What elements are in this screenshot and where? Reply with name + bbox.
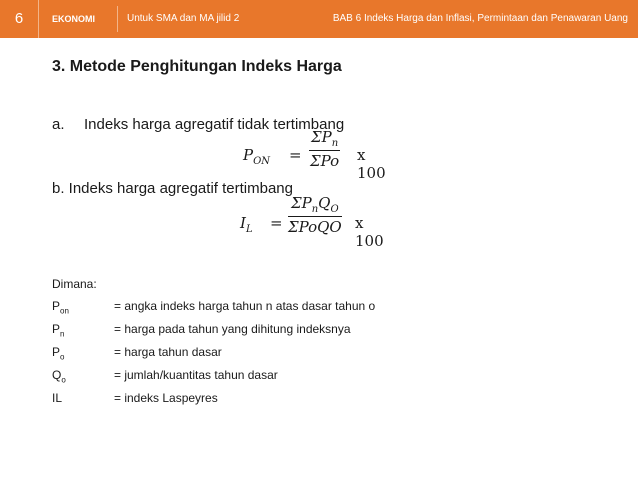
- fraction: [288, 194, 342, 236]
- denominator: ΣPo: [310, 152, 340, 170]
- formula-lhs: $I_L$: [240, 214, 253, 235]
- definition-row: [52, 391, 612, 407]
- definition-symbol: $Q_o$: [52, 368, 66, 385]
- definition-symbol: $P_n$: [52, 322, 65, 339]
- where-label: Dimana:: [52, 277, 97, 291]
- list-item-b: [52, 180, 293, 197]
- definition-symbol: $P_o$: [52, 345, 65, 362]
- numerator: $\Sigma P_nQ_O$: [291, 194, 339, 215]
- definition-text: = angka indeks harga tahun n atas dasar tahun o: [114, 299, 376, 313]
- page-number: 6: [0, 0, 39, 38]
- formula-lhs: $P_{ON}$: [243, 146, 271, 167]
- section-heading: 3. Metode Penghitungan Indeks Harga: [52, 58, 342, 75]
- definition-text: = indeks Laspeyres: [114, 391, 218, 405]
- definition-text: = harga pada tahun yang dihitung indeksnya: [114, 322, 351, 336]
- definition-symbol: $P_{on}$: [52, 299, 69, 316]
- list-item-a: [52, 116, 344, 133]
- equals-sign: =: [289, 146, 302, 164]
- denominator: ΣPoQO: [288, 218, 342, 236]
- definition-row: [52, 345, 612, 361]
- definition-row: [52, 368, 612, 384]
- definition-text: = harga tahun dasar: [114, 345, 222, 359]
- list-marker: a.: [52, 116, 65, 133]
- list-item-text: b. Indeks harga agregatif tertimbang: [52, 180, 293, 197]
- equals-sign: =: [270, 214, 283, 232]
- chapter-title: BAB 6 Indeks Harga dan Inflasi, Permintaan dan Penawaran Uang: [332, 13, 628, 24]
- multiplier: x 100: [355, 214, 384, 250]
- header-bar: [0, 0, 638, 38]
- definition-row: [52, 299, 612, 315]
- definition-symbol: IL: [52, 391, 63, 405]
- definition-text: = jumlah/kuantitas tahun dasar: [114, 368, 278, 382]
- numerator: $\Sigma P_n$: [311, 128, 339, 149]
- multiplier: x 100: [357, 146, 386, 182]
- list-item-text: Indeks harga agregatif tidak tertimbang: [84, 116, 345, 133]
- fraction: [309, 128, 340, 170]
- definition-row: [52, 322, 612, 338]
- subject-label: EKONOMI: [52, 14, 96, 24]
- header-divider: [117, 6, 118, 32]
- book-title: Untuk SMA dan MA jilid 2: [127, 13, 240, 24]
